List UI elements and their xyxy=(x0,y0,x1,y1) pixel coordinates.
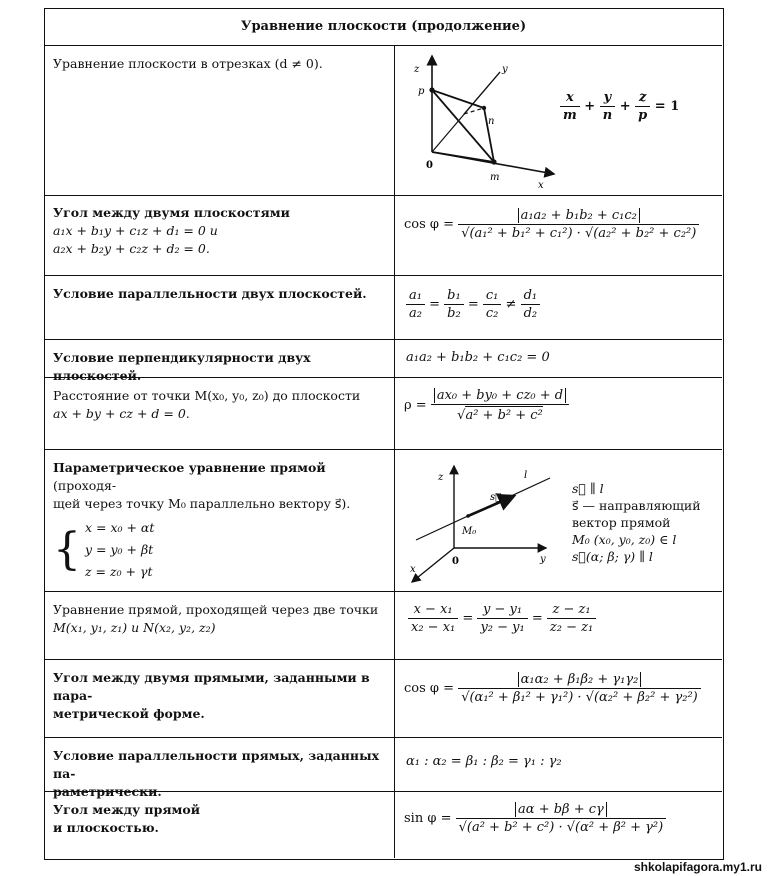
label-p: p xyxy=(418,86,425,97)
row-content xyxy=(396,46,722,195)
row-content xyxy=(396,450,722,591)
row-content xyxy=(396,196,722,275)
label-origin: 0 xyxy=(426,160,433,171)
row-content xyxy=(396,340,722,377)
table-title: Уравнение плоскости (продолжение) xyxy=(45,9,722,46)
row-parallel-lines xyxy=(45,738,722,799)
row-two-point-line xyxy=(45,592,722,660)
parametric-line-figure xyxy=(402,456,562,588)
point-p xyxy=(429,87,434,92)
svg-text:0: 0 xyxy=(452,556,459,567)
row-angle-planes xyxy=(45,196,722,276)
line-notes: s⃗ ∥ l s⃗ — направляющий вектор прямой M₀ (x₀, y₀, z₀) ∈ l s⃗(α; β; γ) ∥ l xyxy=(572,481,701,564)
row-content xyxy=(396,592,722,659)
svg-text:z: z xyxy=(438,472,444,483)
row-label: Условие параллельности прямых, заданных па- раметрически. xyxy=(45,738,395,791)
row-label: Уравнение плоскости в отрезках (d ≠ 0). xyxy=(45,46,395,195)
svg-text:x: x xyxy=(410,564,416,575)
row-intercept-form xyxy=(45,46,722,196)
row-label: Уравнение прямой, проходящей через две точки M(x₁, y₁, z₁) и N(x₂, y₂, z₂) xyxy=(45,592,395,659)
parallel-planes-formula: $\frac{\text{a₁}}{\text{a₂}}$ = $\frac{\text{b₁}}{\text{b₂}}$ = $\frac{\text{c₁}}{\text{c₂}}$ ≠ $\frac{\text{d₁}}{\text{d₂}}$ xyxy=(406,288,540,321)
row-angle-line-plane xyxy=(45,792,722,858)
row-content xyxy=(396,660,722,737)
label-y: y xyxy=(502,64,508,75)
label-x: x xyxy=(538,180,544,190)
plane-intercepts-figure xyxy=(404,50,564,190)
row-label: Условие перпендикулярности двух плоскостей. xyxy=(45,340,395,377)
point-m xyxy=(491,159,496,164)
svg-text:M₀: M₀ xyxy=(462,526,477,537)
row-content xyxy=(396,792,722,858)
angle-lines-formula: cos φ = $\frac{\text{α₁α₂ + β₁β₂ + γ₁γ₂}}{\text{√(α₁² + β₁² + γ₁²) · √(α₂² + β₂² + γ₂²)}}$ xyxy=(404,672,701,705)
svg-text:y: y xyxy=(540,554,546,565)
svg-text:s⃗: s⃗ xyxy=(490,492,502,503)
row-label: Угол между прямой и плоскостью. xyxy=(45,792,395,858)
row-content xyxy=(396,378,722,449)
angle-line-plane-formula: sin φ = $\frac{a\alpha + b\beta + c\gamma}{\text{√(a² + b² + c²) · √(α² + β² + γ²)}}$ xyxy=(404,802,666,835)
distance-formula: ρ = $\frac{\text{ax₀ + by₀ + cz₀ + d}}{\text{√a² + b² + c²}}$ xyxy=(404,388,569,423)
label-m: m xyxy=(490,172,500,183)
two-point-formula: $\frac{\text{x − x₁}}{\text{x₂ − x₁}}$ = $\frac{\text{y − y₁}}{\text{y₂ − y₁}}$ = $\frac{\text{z − z₁}}{\text{z₂ − z₁}}$ xyxy=(408,602,596,635)
x-axis xyxy=(412,548,454,582)
row-perpendicular-planes xyxy=(45,340,722,383)
row-parametric-line xyxy=(45,450,722,592)
watermark: shkolapifagora.my1.ru xyxy=(633,860,762,874)
row-content xyxy=(396,738,722,791)
label-n: n xyxy=(488,116,495,127)
intercept-formula: $\frac{x}{m}$ + $\frac{y}{n}$ + $\frac{z}{p}$ = 1 xyxy=(560,90,679,123)
row-label: Условие параллельности двух плоскостей. xyxy=(45,276,395,339)
row-angle-lines xyxy=(45,660,722,738)
row-parallel-planes xyxy=(45,276,722,340)
svg-text:l: l xyxy=(524,470,528,481)
perpendicular-planes-formula: a₁a₂ + b₁b₂ + c₁c₂ = 0 xyxy=(406,350,550,365)
parametric-system: x = x₀ + αt y = y₀ + βt z = z₀ + γt xyxy=(84,520,155,579)
angle-planes-formula: cos φ = $\frac{\text{a₁a₂ + b₁b₂ + c₁c₂}}{\text{√(a₁² + b₁² + c₁²) · √(a₂² + b₂² + c₂²)}}$ xyxy=(404,208,699,241)
formula-table xyxy=(44,8,724,860)
row-label: Расстояние от точки M(x₀, y₀, z₀) до плоскости ax + by + cz + d = 0. xyxy=(45,378,395,449)
point-n xyxy=(482,106,486,110)
system-brace: { xyxy=(53,524,81,575)
row-label: Угол между двумя плоскостями a₁x + b₁y + c₁z + d₁ = 0 и a₂x + b₂y + c₂z + d₂ = 0. xyxy=(45,196,395,275)
parallel-lines-formula: α₁ : α₂ = β₁ : β₂ = γ₁ : γ₂ xyxy=(406,754,562,769)
row-label: Параметрическое уравнение прямой (проходя- щей через точку M₀ параллельно вектору s⃗). { x = x₀ + αt y = y₀ + βt z = z₀ + γt xyxy=(45,450,395,591)
point-m0 xyxy=(466,514,470,518)
row-content xyxy=(396,276,722,339)
label-z: z xyxy=(414,64,420,75)
row-distance-point-plane xyxy=(45,378,722,450)
row-label: Угол между двумя прямыми, заданными в пара- метрической форме. xyxy=(45,660,395,737)
